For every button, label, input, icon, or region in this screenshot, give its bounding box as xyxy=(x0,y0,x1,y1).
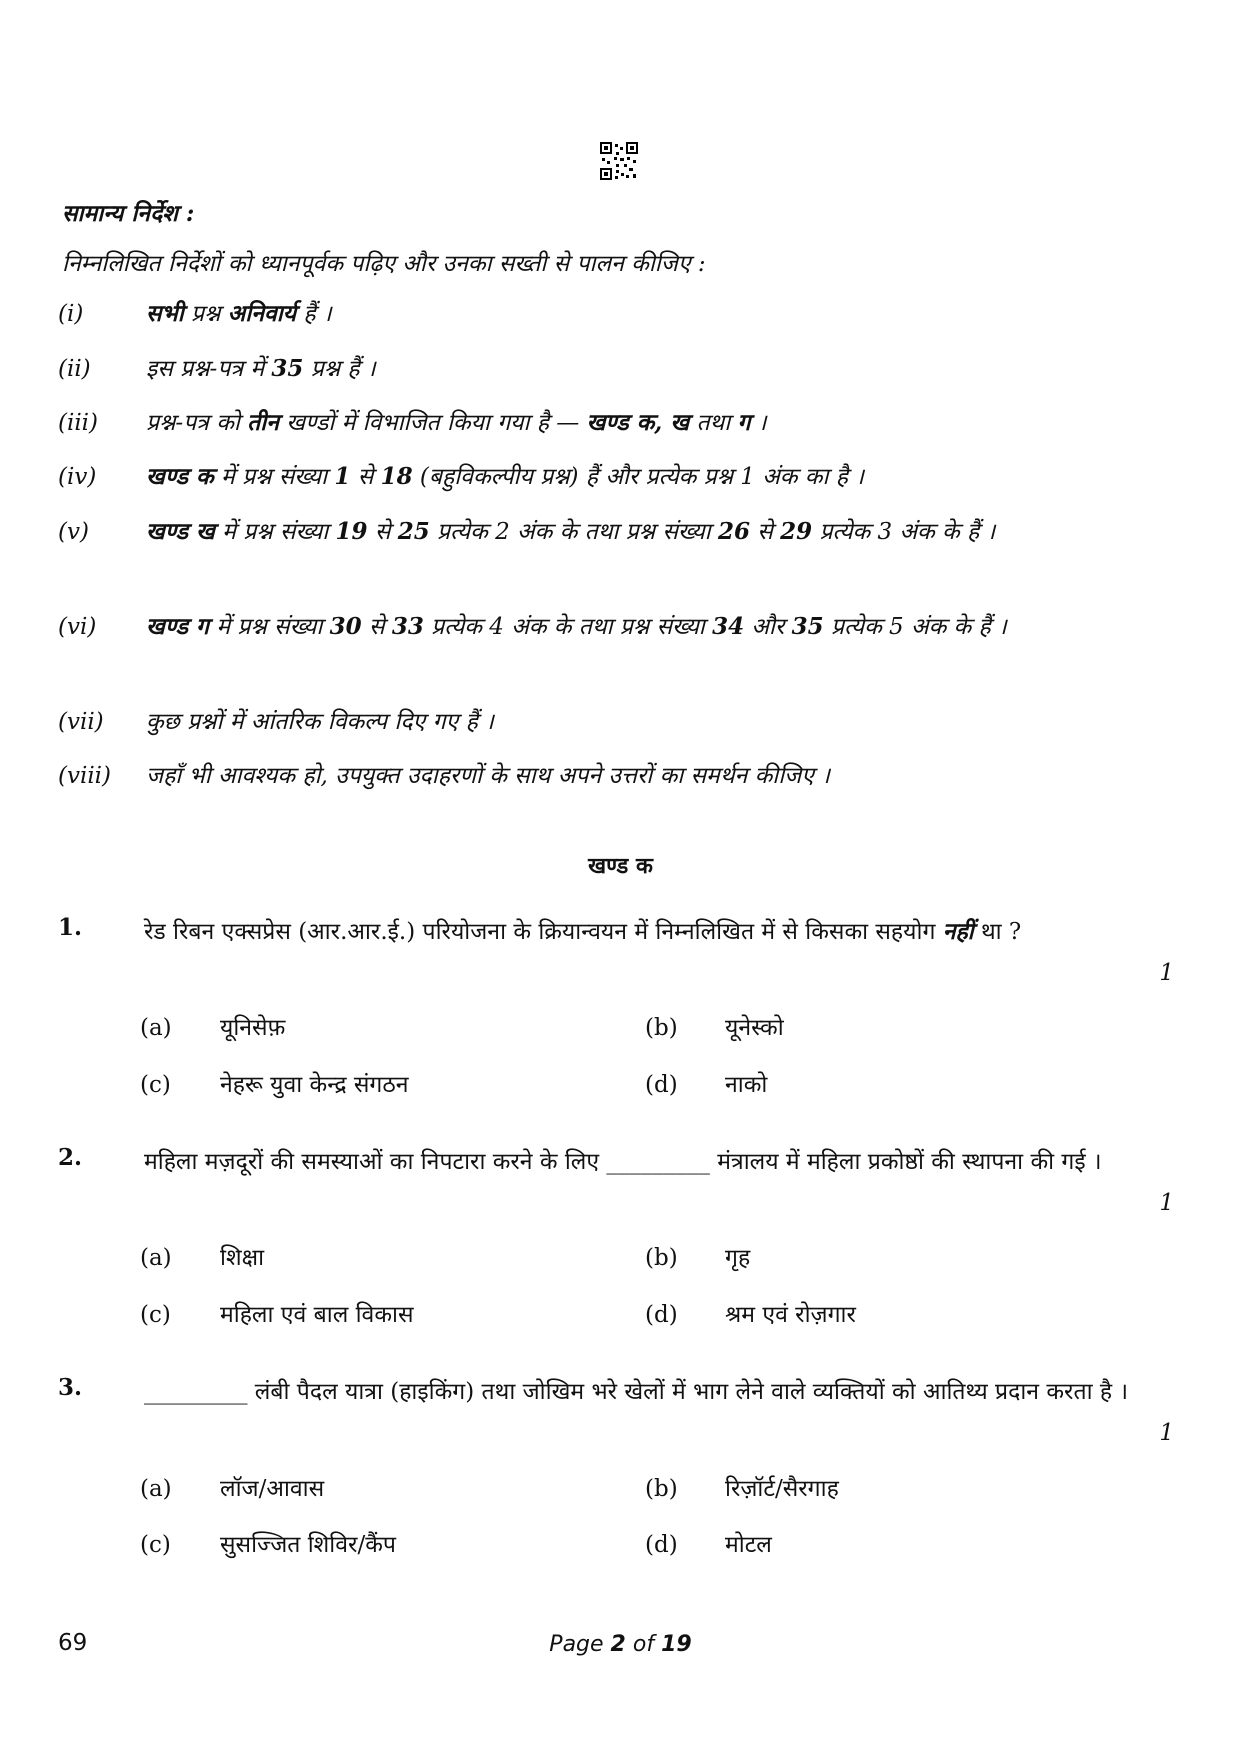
option-label: (b) xyxy=(645,1476,678,1502)
instruction-item xyxy=(58,510,1188,554)
instruction-bold: 19 xyxy=(335,518,368,545)
instruction-bold: 30 xyxy=(329,613,362,640)
instruction-bold: सभी xyxy=(146,300,184,327)
instruction-bold: 26 xyxy=(717,518,750,545)
instruction-text: प्रत्येक 5 अंक के हैं । xyxy=(823,614,1007,640)
option-text: शिक्षा xyxy=(220,1245,265,1271)
option-label: (b) xyxy=(645,1015,678,1041)
instruction-bold: खण्ड ग xyxy=(146,613,210,640)
instruction-item xyxy=(58,455,1188,499)
option-c xyxy=(140,1297,414,1329)
instruction-bold: 35 xyxy=(791,613,824,640)
instruction-bold: 1 xyxy=(334,463,351,490)
instruction-text: से xyxy=(749,519,781,545)
instruction-bold: 25 xyxy=(397,518,430,545)
option-label: (a) xyxy=(140,1476,172,1502)
instruction-text: प्रत्येक 2 अंक के तथा प्रश्न संख्या xyxy=(429,519,718,545)
instruction-item xyxy=(58,401,1188,445)
page-total: 19 xyxy=(661,1632,692,1657)
question-text-part: था ? xyxy=(973,919,1022,945)
instruction-bold: 34 xyxy=(712,613,745,640)
instruction-number: (vii) xyxy=(58,709,104,735)
instruction-bold: अनिवार्य xyxy=(227,300,297,327)
option-label: (a) xyxy=(140,1245,172,1271)
instruction-number: (ii) xyxy=(58,356,91,382)
instruction-item xyxy=(58,754,1188,798)
instruction-bold: तीन xyxy=(247,409,279,436)
qr-code-icon xyxy=(600,142,638,180)
instruction-text: खण्डों में विभाजित किया गया है — xyxy=(278,410,587,436)
instruction-number: (i) xyxy=(58,301,84,327)
question-marks: 1 xyxy=(1159,1420,1174,1446)
instruction-number: (iii) xyxy=(58,410,99,436)
instruction-number: (viii) xyxy=(58,763,112,789)
option-text: यूनेस्को xyxy=(725,1015,784,1041)
instruction-bold: 18 xyxy=(380,463,413,490)
option-label: (c) xyxy=(140,1072,171,1098)
option-label: (d) xyxy=(645,1532,678,1558)
instruction-text: जहाँ भी आवश्यक हो, उपयुक्त उदाहरणों के साथ अपने उत्तरों का समर्थन कीजिए । xyxy=(146,763,830,789)
instruction-text: । xyxy=(750,410,767,436)
instruction-text: प्रत्येक 3 अंक के हैं । xyxy=(812,519,996,545)
instruction-number: (iv) xyxy=(58,464,97,490)
instruction-text: में प्रश्न संख्या xyxy=(214,519,336,545)
instruction-text: प्रत्येक 4 अंक के तथा प्रश्न संख्या xyxy=(423,614,713,640)
page-of: of xyxy=(625,1632,662,1657)
question-text: _________ लंबी पैदल यात्रा (हाइकिंग) तथा जोखिम भरे खेलों में भाग लेने वाले व्यक्तियों को आतिथ्य प्रदान करता है । xyxy=(144,1379,1129,1405)
option-label: (d) xyxy=(645,1072,678,1098)
instruction-text: इस प्रश्न-पत्र में xyxy=(146,356,272,382)
option-c xyxy=(140,1067,408,1099)
instruction-text: से xyxy=(361,614,392,640)
page-prefix: Page xyxy=(549,1632,611,1657)
page-number: 2 xyxy=(610,1632,626,1657)
instruction-number: (vi) xyxy=(58,614,97,640)
instruction-text: प्रश्न हैं । xyxy=(303,356,376,382)
option-a xyxy=(140,1240,264,1272)
option-a xyxy=(140,1010,285,1042)
option-c xyxy=(140,1527,396,1559)
option-text: गृह xyxy=(725,1245,751,1271)
question-text-part: रेड रिबन एक्सप्रेस (आर.आर.ई.) परियोजना के क्रियान्वयन में निम्नलिखित में से किसका सहयोग xyxy=(144,919,943,945)
instruction-text: प्रश्न xyxy=(183,301,228,327)
instruction-text: तथा xyxy=(689,410,738,436)
question-marks: 1 xyxy=(1159,1190,1174,1216)
instruction-bold: 33 xyxy=(391,613,424,640)
instructions-intro: निम्नलिखित निर्देशों को ध्यानपूर्वक पढ़िए और उनका सख्ती से पालन कीजिए : xyxy=(62,251,706,277)
instruction-item xyxy=(58,292,1188,336)
instruction-bold: खण्ड ख xyxy=(146,518,215,545)
instruction-text: हैं । xyxy=(296,301,332,327)
option-text: श्रम एवं रोज़गार xyxy=(725,1302,856,1328)
section-title: खण्ड क xyxy=(588,853,653,879)
instruction-bold: 35 xyxy=(271,355,304,382)
instruction-text: में प्रश्न संख्या xyxy=(209,614,330,640)
option-d xyxy=(645,1297,856,1329)
instructions-title: सामान्य निर्देश : xyxy=(62,200,195,227)
instruction-bold: 29 xyxy=(780,518,813,545)
option-d xyxy=(645,1527,772,1559)
question-text xyxy=(144,910,1154,954)
page-indicator xyxy=(0,1632,1241,1657)
instruction-item xyxy=(58,347,1188,391)
option-text: महिला एवं बाल विकास xyxy=(220,1302,414,1328)
option-label: (d) xyxy=(645,1302,678,1328)
option-b xyxy=(645,1010,784,1042)
instruction-bold: खण्ड क, ख xyxy=(586,409,690,436)
question-paper-code: 69 xyxy=(58,1630,88,1656)
instruction-text: में प्रश्न संख्या xyxy=(213,464,335,490)
question-emphasis: नहीं xyxy=(942,918,974,945)
instruction-text: से xyxy=(350,464,381,490)
option-text: मोटल xyxy=(725,1532,772,1558)
option-label: (b) xyxy=(645,1245,678,1271)
option-text: लॉज/आवास xyxy=(220,1476,325,1502)
instruction-text: और xyxy=(744,614,792,640)
question-number: 1. xyxy=(58,914,83,941)
option-label: (c) xyxy=(140,1302,171,1328)
instruction-text: (बहुविकल्पीय प्रश्न) हैं और प्रत्येक प्रश्न 1 अंक का है । xyxy=(412,464,864,490)
instruction-text: प्रश्न-पत्र को xyxy=(146,410,248,436)
question-number: 3. xyxy=(58,1374,83,1401)
question-marks: 1 xyxy=(1159,960,1174,986)
question-number: 2. xyxy=(58,1144,83,1171)
option-text: नाको xyxy=(725,1072,768,1098)
instruction-item xyxy=(58,700,1188,744)
instruction-text: कुछ प्रश्नों में आंतरिक विकल्प दिए गए हैं । xyxy=(146,709,494,735)
option-label: (a) xyxy=(140,1015,172,1041)
option-b xyxy=(645,1471,839,1503)
instruction-number: (v) xyxy=(58,519,89,545)
option-d xyxy=(645,1067,767,1099)
question-text: महिला मज़दूरों की समस्याओं का निपटारा करने के लिए _________ मंत्रालय में महिला प्रकोष्ठों की स्थापना की गई । xyxy=(144,1149,1102,1175)
option-text: रिज़ॉर्ट/सैरगाह xyxy=(725,1476,839,1502)
instruction-bold: ग xyxy=(737,409,751,436)
option-a xyxy=(140,1471,324,1503)
instruction-item xyxy=(58,605,1188,649)
option-label: (c) xyxy=(140,1532,171,1558)
option-b xyxy=(645,1240,750,1272)
option-text: यूनिसेफ़ xyxy=(220,1015,286,1041)
option-text: नेहरू युवा केन्द्र संगठन xyxy=(220,1072,409,1098)
instruction-bold: खण्ड क xyxy=(146,463,214,490)
option-text: सुसज्जित शिविर/कैंप xyxy=(220,1532,396,1558)
instruction-text: से xyxy=(367,519,398,545)
